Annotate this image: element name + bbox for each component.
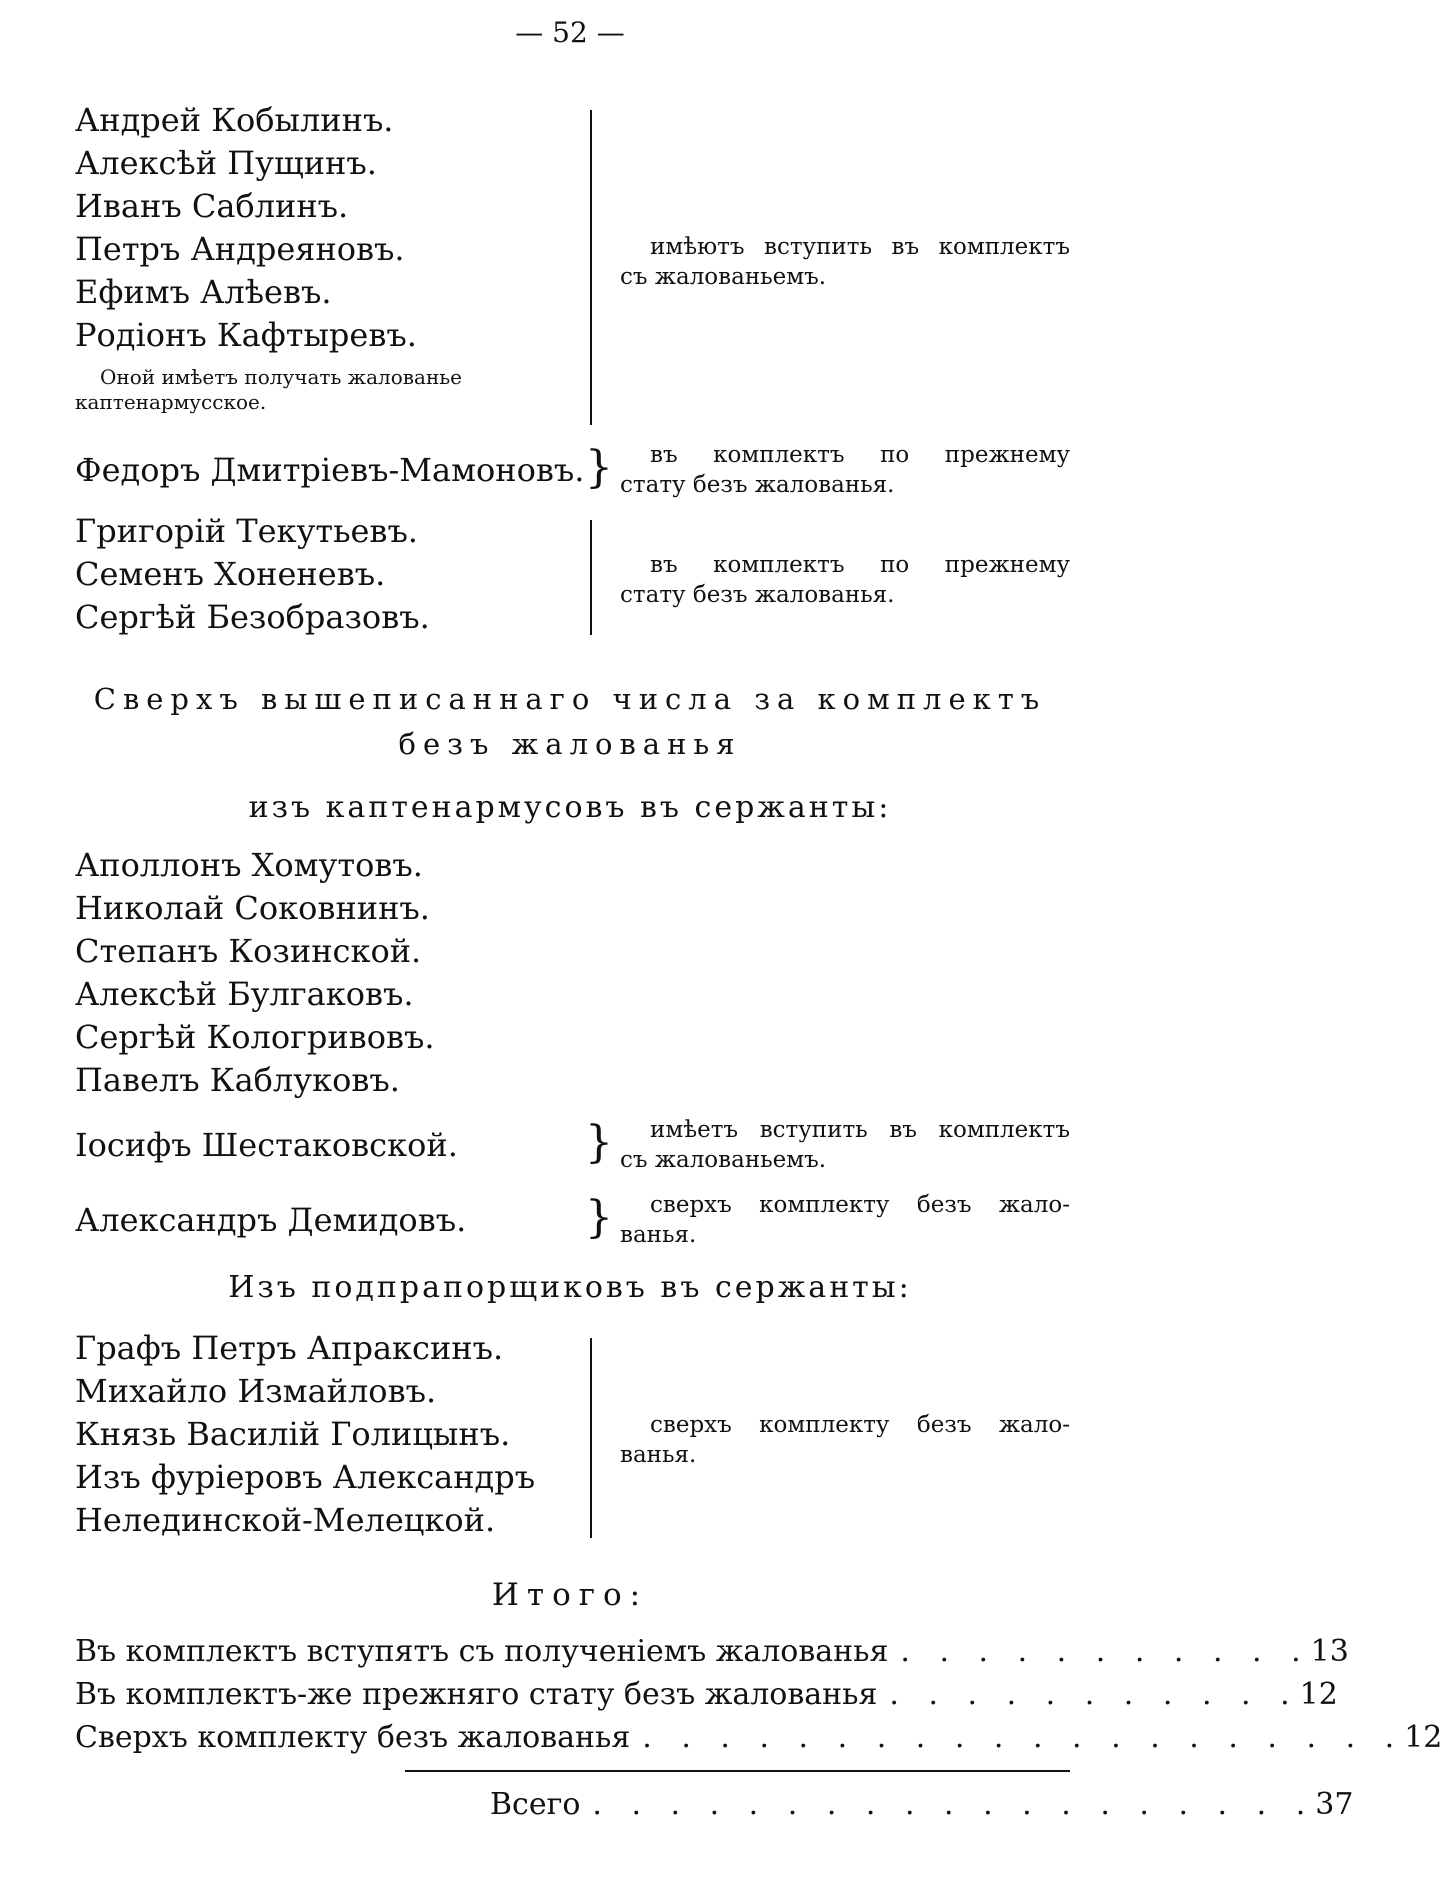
brace: } xyxy=(585,1117,613,1168)
side-note-line: ванья. xyxy=(620,1442,697,1468)
totals-sum-row xyxy=(490,1785,1354,1825)
side-note xyxy=(620,1115,1070,1175)
name-line: Родіонъ Кафтыревъ. xyxy=(75,316,417,354)
name-line: Федоръ Дмитріевъ-Мамоновъ. xyxy=(75,451,585,489)
name-line: Іосифъ Шестаковской. xyxy=(75,1126,458,1164)
sub-note xyxy=(75,365,580,415)
name-line: Григорій Текутьевъ. xyxy=(75,512,418,550)
side-note-line: стату безъ жалованья. xyxy=(620,582,895,608)
totals-row-value: 12 xyxy=(1299,1677,1338,1712)
sub-note-line: каптенармусское. xyxy=(75,390,267,414)
side-note-line: ванья. xyxy=(620,1222,697,1248)
name-line: Петръ Андреяновъ. xyxy=(75,230,405,268)
section-subheading: Изъ подпрапорщиковъ въ сержанты: xyxy=(228,1270,912,1305)
brace: } xyxy=(585,442,613,493)
side-note xyxy=(620,1190,1070,1250)
name-line: Аполлонъ Хомутовъ. xyxy=(75,846,423,884)
leader-dots: . . . . . . . . . . . xyxy=(900,1634,1311,1669)
side-note xyxy=(620,440,1070,500)
sum-rule xyxy=(405,1770,1070,1772)
section-heading: Сверхъ вышеписаннаго числа за комплектъ xyxy=(93,682,1047,716)
leader-dots: . . . . . . . . . . . . . . . . . . . xyxy=(592,1787,1316,1822)
totals-row-label: Сверхъ комплекту безъ жалованья xyxy=(75,1720,631,1755)
side-note-line: съ жалованьемъ. xyxy=(620,264,827,290)
name-line: Семенъ Хоненевъ. xyxy=(75,555,386,593)
section-heading: безъ жалованья xyxy=(398,727,742,761)
brace xyxy=(590,110,602,425)
leader-dots: . . . . . . . . . . . . . . . . . . . . xyxy=(642,1720,1405,1755)
brace: } xyxy=(585,1192,613,1243)
name-line: Князь Василій Голицынъ. xyxy=(75,1415,511,1453)
name-line: Графъ Петръ Апраксинъ. xyxy=(75,1329,504,1367)
side-note-line: сверхъ комплекту безъ жало- xyxy=(650,1412,1070,1438)
name-line: Иванъ Саблинъ. xyxy=(75,187,349,225)
brace xyxy=(590,520,602,635)
side-note xyxy=(620,232,1070,292)
leader-dots: . . . . . . . . . . . xyxy=(889,1677,1300,1712)
page-number: — 52 — xyxy=(515,16,625,49)
sub-note-line: Оной имѣетъ получать жалованье xyxy=(100,365,462,389)
totals-row xyxy=(75,1675,1338,1715)
side-note-line: имѣетъ вступить въ комплектъ xyxy=(650,1117,1070,1143)
side-note-line: въ комплектъ по прежнему xyxy=(650,442,1070,468)
side-note-line: съ жалованьемъ. xyxy=(620,1147,827,1173)
totals-sum-label: Всего xyxy=(490,1787,581,1822)
side-note xyxy=(620,1410,1070,1470)
name-line: Нелединской-Мелецкой. xyxy=(75,1501,496,1539)
side-note-line: имѣютъ вступить въ комплектъ xyxy=(650,234,1070,260)
side-note xyxy=(620,550,1070,610)
name-line: Алексѣй Пущинъ. xyxy=(75,144,377,182)
totals-row-value: 13 xyxy=(1310,1634,1349,1669)
totals-heading: Итого: xyxy=(491,1577,649,1613)
totals-row-value: 12 xyxy=(1404,1720,1442,1755)
side-note-line: стату безъ жалованья. xyxy=(620,472,895,498)
name-line: Ефимъ Алѣевъ. xyxy=(75,273,332,311)
name-line: Сергѣй Безобразовъ. xyxy=(75,598,430,636)
totals-row xyxy=(75,1632,1349,1672)
side-note-line: сверхъ комплекту безъ жало- xyxy=(650,1192,1070,1218)
side-note-line: въ комплектъ по прежнему xyxy=(650,552,1070,578)
name-line: Сергѣй Кологривовъ. xyxy=(75,1018,435,1056)
name-line: Изъ фуріеровъ Александръ xyxy=(75,1458,536,1496)
name-line: Михайло Измайловъ. xyxy=(75,1372,437,1410)
totals-row-label: Въ комплектъ-же прежняго стату безъ жалованья xyxy=(75,1677,878,1712)
name-line: Степанъ Козинской. xyxy=(75,932,422,970)
name-line: Николай Соковнинъ. xyxy=(75,889,430,927)
totals-sum-value: 37 xyxy=(1315,1787,1354,1822)
name-line: Андрей Кобылинъ. xyxy=(75,101,394,139)
name-line: Павелъ Каблуковъ. xyxy=(75,1061,400,1099)
name-line: Алексѣй Булгаковъ. xyxy=(75,975,414,1013)
totals-row xyxy=(75,1718,1442,1758)
totals-row-label: Въ комплектъ вступятъ съ полученіемъ жалованья xyxy=(75,1634,889,1669)
name-line: Александръ Демидовъ. xyxy=(75,1201,467,1239)
section-subheading: изъ каптенармусовъ въ сержанты: xyxy=(248,790,892,825)
brace xyxy=(590,1338,602,1538)
